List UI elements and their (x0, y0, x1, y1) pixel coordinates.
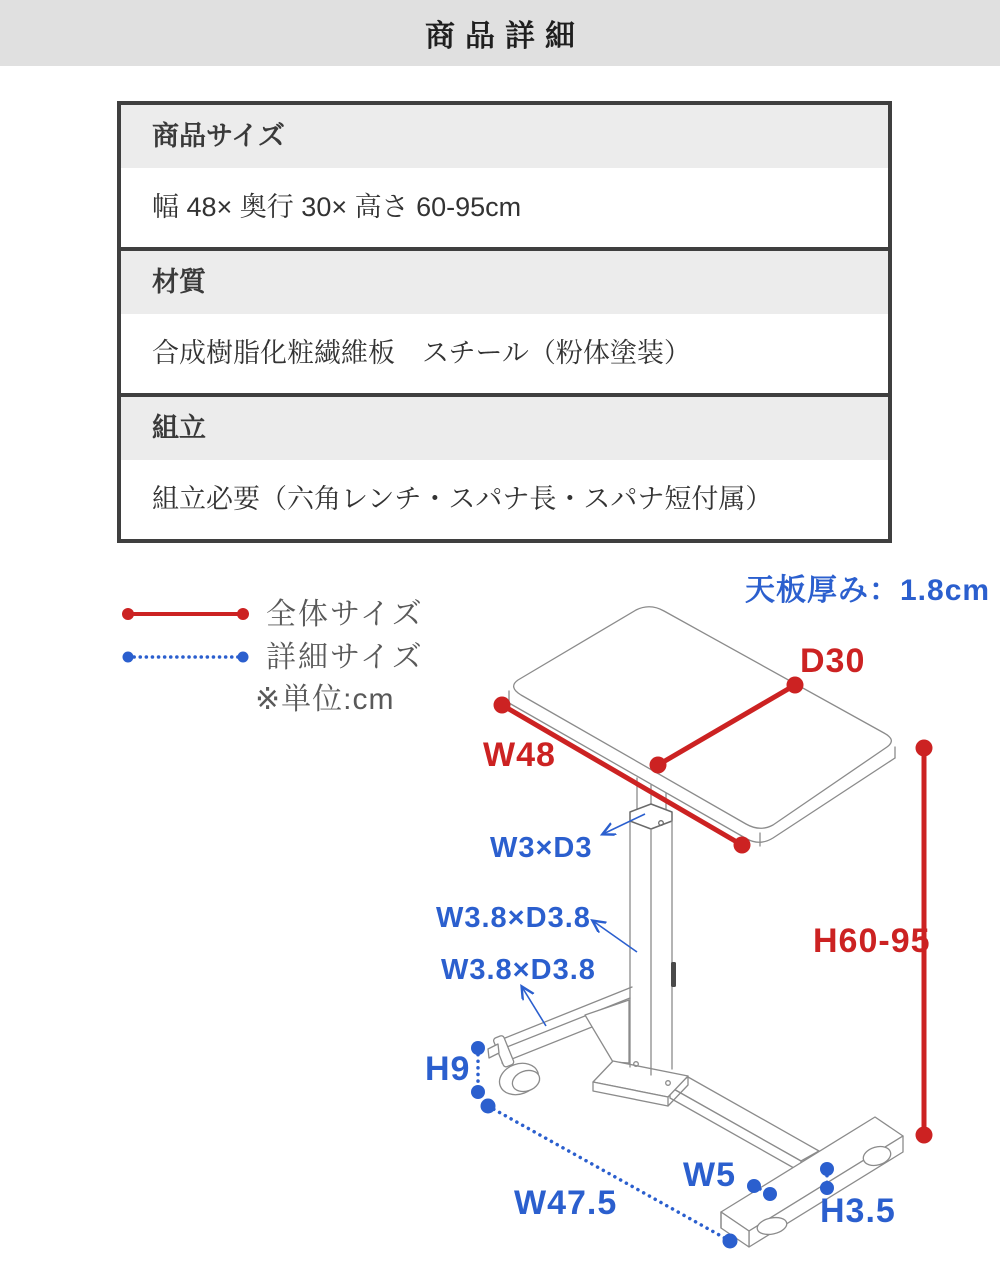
legend-overall-line-icon (122, 608, 249, 620)
w5-label: W5 (683, 1156, 736, 1194)
legend-detail-label: 詳細サイズ (266, 641, 424, 674)
legend-detail-line-icon (123, 652, 249, 663)
spec-row-size (121, 105, 888, 247)
inner-pole-label: W3×D3 (490, 832, 593, 864)
page-title-banner (0, 0, 1000, 66)
height-range-label: H60-95 (813, 922, 931, 960)
w48-label: W48 (483, 736, 556, 774)
top-thickness-note: 天板厚み：1.8cm (745, 574, 991, 607)
dimension-diagram (0, 550, 1000, 1282)
gusset-plate (585, 1000, 629, 1063)
spec-label-size: 商品サイズ (121, 105, 888, 168)
spec-label-assembly: 組立 (121, 397, 888, 460)
outer-pole-drawing (630, 821, 676, 1075)
h9-label: H9 (425, 1050, 471, 1088)
front-leg-label: W3.8×D3.8 (441, 954, 596, 986)
legend-overall-label: 全体サイズ (266, 598, 424, 631)
spec-label-material: 材質 (121, 251, 888, 314)
outer-pole-label: W3.8×D3.8 (436, 902, 591, 934)
spec-row-material (121, 247, 888, 393)
front-leg-arrow-icon (522, 987, 546, 1026)
spec-table (117, 101, 892, 543)
d30-label: D30 (800, 642, 866, 680)
base-plate-drawing (593, 1061, 688, 1106)
spec-value-material: 合成樹脂化粧繊維板 スチール（粉体塗装） (121, 314, 888, 393)
w475-label: W47.5 (514, 1184, 618, 1222)
h35-label: H3.5 (820, 1192, 896, 1230)
page-title: 商品詳細 (425, 20, 585, 53)
height-lever (671, 962, 676, 987)
legend-unit-note: ※単位:cm (255, 683, 395, 716)
legend-lines (122, 608, 249, 663)
spec-value-size: 幅 48× 奥行 30× 高さ 60-95cm (121, 168, 888, 247)
h9-line (471, 1041, 485, 1099)
spec-row-assembly (121, 393, 888, 539)
spec-value-assembly: 組立必要（六角レンチ・スパナ長・スパナ短付属） (121, 460, 888, 539)
